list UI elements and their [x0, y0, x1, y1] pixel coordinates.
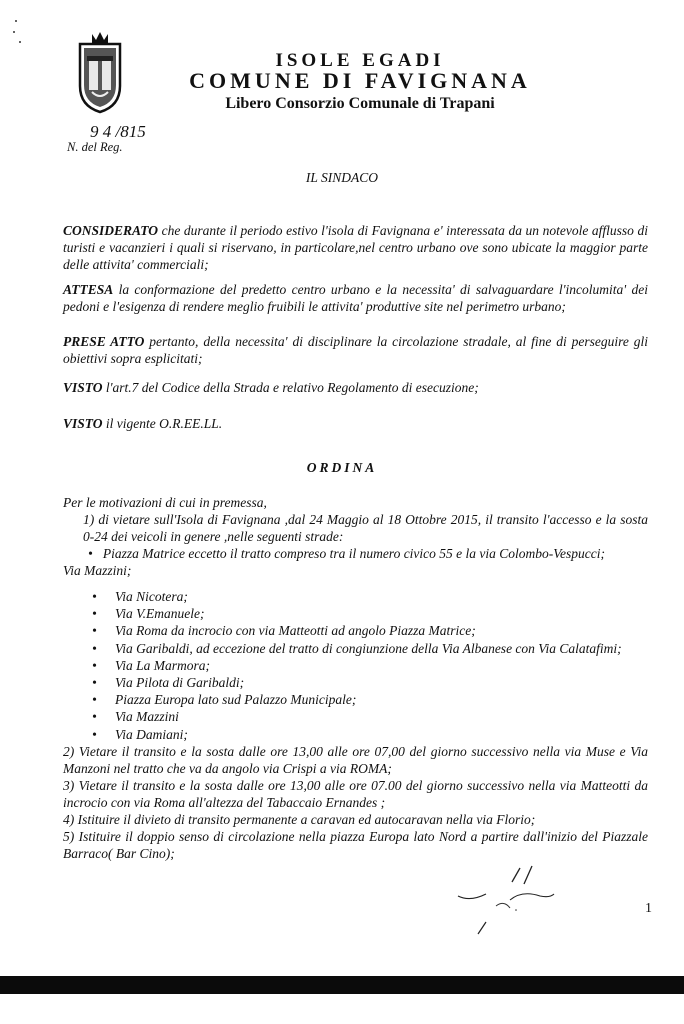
paragraph-text: che durante il periodo estivo l'isola di Favignana e' interessata da un notevole afflusso di turisti e vacanzieri i quali si riservano, in particolare,nel centro urbano ove sono ubicate la maggior parte delle attivita' commerciali;	[63, 223, 648, 272]
register-label: N. del Reg.	[67, 140, 123, 154]
page-number: 1	[645, 901, 652, 916]
document-title: IL SINDACO	[305, 170, 379, 185]
list-item: • Piazza Europa lato sud Palazzo Municipale;	[92, 692, 357, 708]
header-consortium: Libero Consorzio Comunale di Trapani	[225, 95, 495, 112]
scan-border-bar	[0, 976, 684, 994]
list-item: • Via Roma da incrocio con via Matteotti ad angolo Piazza Matrice;	[92, 623, 476, 639]
paragraph-text: il vigente O.R.EE.LL.	[102, 416, 223, 431]
scan-marks	[6, 18, 26, 48]
paragraph-lead: CONSIDERATO	[63, 223, 159, 238]
paragraph-attesa	[63, 281, 648, 315]
first-bullet-text: Piazza Matrice eccetto il tratto compreso tra il numero civico 55 e la via Colombo-Vespucci;	[102, 546, 606, 561]
paragraph-text: la conformazione del predetto centro urbano e la necessita' di salvaguardare l'incolumita' dei pedoni e l'esigenza di rendere meglio fruibili le attivita' produttive site nel perimetro urbano;	[63, 282, 648, 314]
municipal-crest-icon	[74, 30, 126, 114]
ordina-heading: ORDINA	[306, 460, 378, 475]
paragraph-lead: VISTO	[63, 380, 103, 395]
list-item: • Via Pilota di Garibaldi;	[92, 674, 245, 690]
item-3: 3) Vietare il transito e la sosta dalle ore 13,00 alle ore 07.00 del giorno successivo nella via Matteotti da incrocio con via Roma all'altezza del Tabaccaio Ernandes ;	[63, 778, 648, 810]
list-item: • Via Garibaldi, ad eccezione del tratto di congiunzione della Via Albanese con Via Calatafimi;	[92, 640, 622, 656]
list-item: • Via Nicotera;	[92, 589, 188, 604]
list-item: • Via V.Emanuele;	[92, 606, 205, 622]
item-1: 1) di vietare sull'Isola di Favignana ,dal 24 Maggio al 18 Ottobre 2015, il transito l'accesso e la sosta 0-24 dei veicoli in genere ,nelle seguenti strade:	[83, 512, 648, 544]
paragraph-text: l'art.7 del Codice della Strada e relativo Regolamento di esecuzione;	[102, 380, 479, 395]
header-region: ISOLE EGADI	[275, 50, 445, 71]
paragraph-lead: PRESE ATTO	[63, 334, 145, 349]
paragraph-prese-atto	[63, 333, 648, 367]
paragraph-text: pertanto, della necessita' di disciplinare la circolazione stradale, al fine di perseguire gli obiettivi sopra esplicitati;	[63, 334, 649, 366]
header-municipality: COMUNE DI FAVIGNANA	[189, 68, 531, 93]
paragraph-considerato	[63, 222, 648, 273]
paragraph-visto-oreell	[63, 415, 648, 432]
list-item: • Via Damiani;	[92, 726, 188, 742]
item-2: 2) Vietare il transito e la sosta dalle ore 13,00 alle ore 07,00 del giorno successivo nella via Muse e Via Manzoni nel tratto che va da angolo via Crispi a via ROMA;	[63, 744, 648, 776]
item-5: 5) Istituire il doppio senso di circolazione nella piazza Europa lato Nord a partire dall'inizio del Piazzale Barraco( Bar Cino);	[63, 829, 648, 861]
register-number-handwritten: 9 4 /815	[90, 122, 146, 141]
signature-icon	[450, 860, 570, 940]
list-item: • Via La Marmora;	[92, 657, 211, 673]
paragraph-visto-art7	[63, 379, 648, 396]
item-4: 4) Istituire il divieto di transito permanente a caravan ed autocaravan nella via Florio;	[63, 812, 536, 827]
first-bullet: • Piazza Matrice eccetto il tratto compreso tra il numero civico 55 e la via Colombo-Vespucci;	[88, 546, 606, 561]
intro-line: Per le motivazioni di cui in premessa,	[63, 495, 267, 510]
street-list	[92, 588, 622, 743]
paragraph-lead: VISTO	[63, 416, 103, 431]
via-mazzini-line: Via Mazzini;	[63, 563, 132, 578]
paragraph-lead: ATTESA	[63, 282, 114, 297]
list-item: • Via Mazzini	[92, 709, 179, 725]
